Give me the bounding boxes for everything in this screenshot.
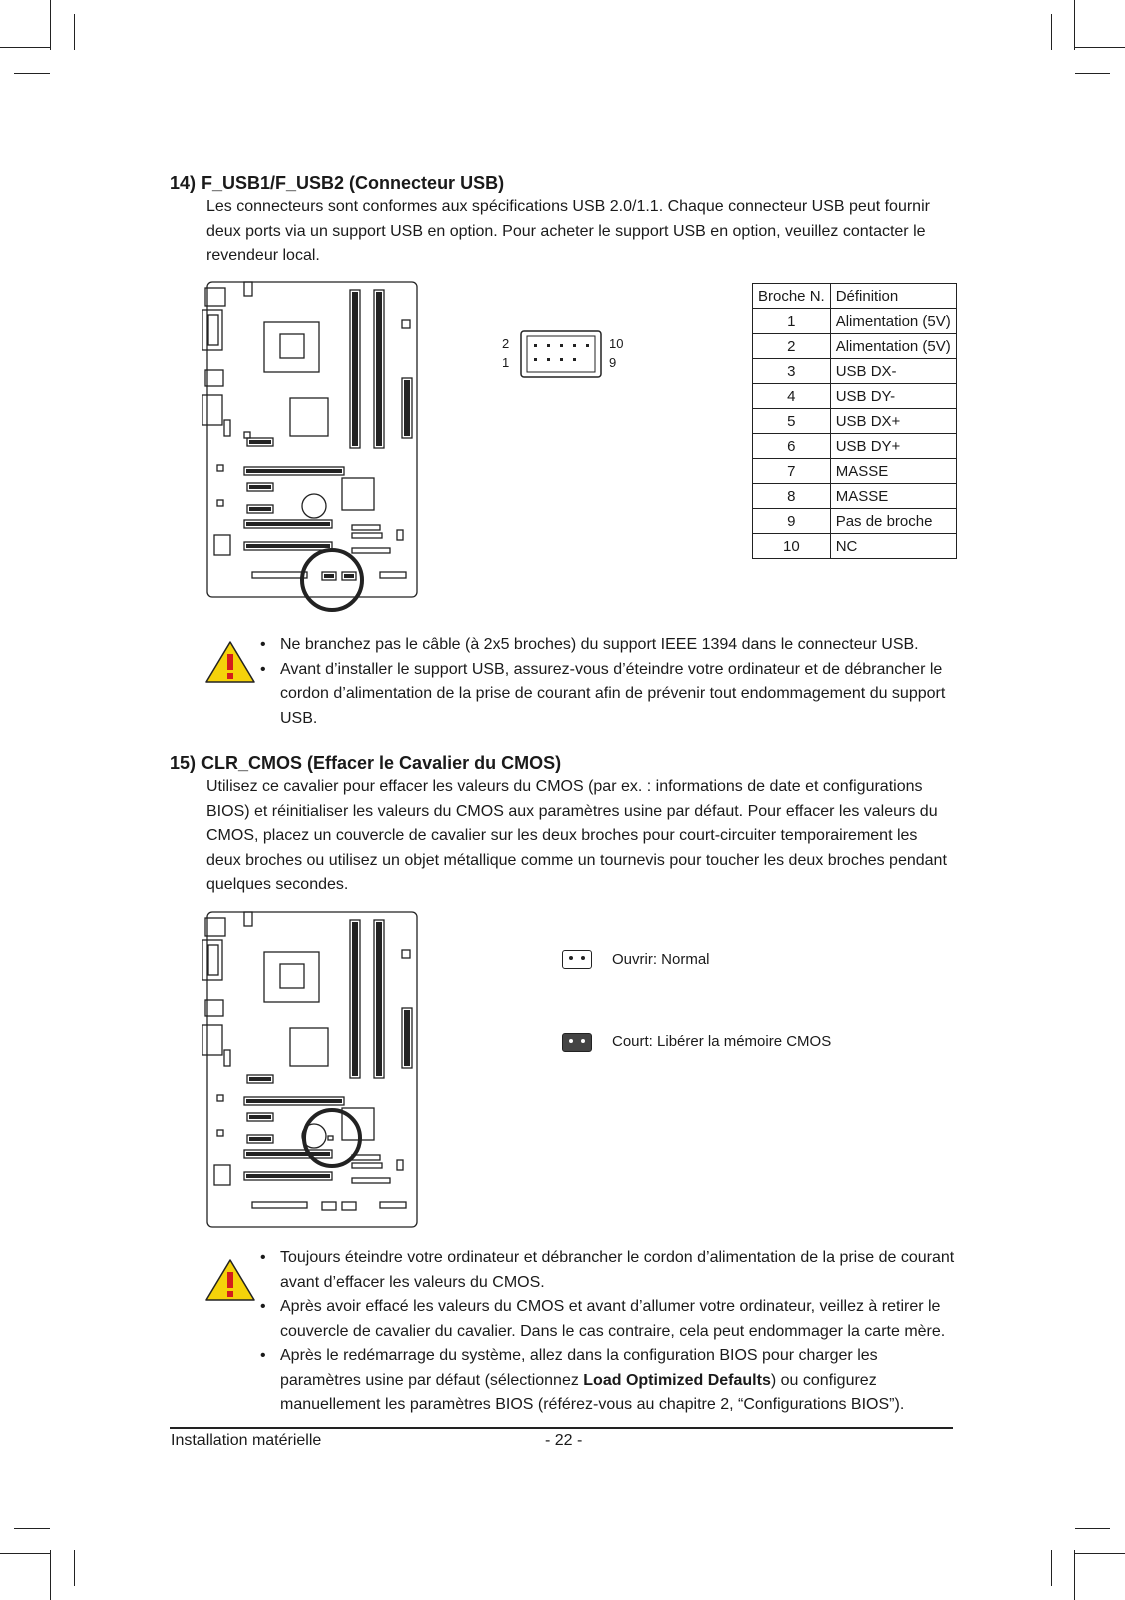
pin-definition: USB DY+ <box>830 434 956 459</box>
legend-short-label: Court: Libérer la mémoire CMOS <box>612 1033 832 1050</box>
pin-definition: NC <box>830 534 956 559</box>
crop-mark <box>1074 0 1075 50</box>
crop-mark <box>1051 1550 1052 1586</box>
list-item <box>260 1344 960 1418</box>
table-row <box>753 409 957 434</box>
table-row <box>753 334 957 359</box>
usb-pin-header <box>520 330 602 378</box>
note-text: Après le redémarrage du système, allez dans la configuration BIOS pour charger les paramètres usine par défaut (sélectionnez <box>280 1347 878 1389</box>
table-row <box>753 434 957 459</box>
crop-mark <box>0 1553 50 1554</box>
pin-number: 3 <box>753 359 831 384</box>
list-item: • Après avoir effacé les valeurs du CMOS et avant d’allumer votre ordinateur, veillez à retirer le couvercle de cavalier du cavalier. Dans le cas contraire, cela peut endommager la carte mère. <box>260 1295 960 1344</box>
crop-mark <box>74 14 75 50</box>
pin-definition: USB DX+ <box>830 409 956 434</box>
crop-mark <box>74 1550 75 1586</box>
section-14-heading: 14) F_USB1/F_USB2 (Connecteur USB) <box>170 173 505 193</box>
section-15-notes <box>260 1246 960 1418</box>
pin-definition: Alimentation (5V) <box>830 309 956 334</box>
pin-definition: Pas de broche <box>830 509 956 534</box>
pin-number: 1 <box>753 309 831 334</box>
pin-label-10: 10 <box>609 336 624 351</box>
crop-mark <box>50 0 51 50</box>
crop-mark <box>14 1528 50 1529</box>
table-header-row <box>753 284 957 309</box>
page-number: - 22 - <box>545 1432 583 1449</box>
pin-number: 9 <box>753 509 831 534</box>
footer-rule <box>170 1427 953 1429</box>
table-row <box>753 484 957 509</box>
pin-number: 5 <box>753 409 831 434</box>
crop-mark <box>1075 1528 1110 1529</box>
section-15-heading: 15) CLR_CMOS (Effacer le Cavalier du CMOS) <box>170 753 562 773</box>
pin-definition: Alimentation (5V) <box>830 334 956 359</box>
jumper-short-icon <box>562 1033 592 1052</box>
table-row <box>753 509 957 534</box>
table-row <box>753 534 957 559</box>
pin-number: 7 <box>753 459 831 484</box>
pin-label-2: 2 <box>502 336 510 351</box>
pin-definition-table <box>752 283 957 559</box>
section-14-description: Les connecteurs sont conformes aux spécifications USB 2.0/1.1. Chaque connecteur USB peut fournir deux ports via un support USB en option. Pour acheter le support USB en option, veuillez contacter le revendeur local. <box>206 198 930 264</box>
pin-number: 4 <box>753 384 831 409</box>
crop-mark <box>1075 73 1110 74</box>
pin-definition: USB DX- <box>830 359 956 384</box>
warning-triangle-icon <box>204 640 256 684</box>
table-row <box>753 384 957 409</box>
list-item: • Ne branchez pas le câble (à 2x5 broches) du support IEEE 1394 dans le connecteur USB. <box>260 633 960 658</box>
crop-mark <box>0 47 50 48</box>
pin-number: 2 <box>753 334 831 359</box>
header-definition: Définition <box>830 284 956 309</box>
list-item: • Toujours éteindre votre ordinateur et débrancher le cordon d’alimentation de la prise de courant avant d’effacer les valeurs du CMOS. <box>260 1246 960 1295</box>
crop-mark <box>1074 1550 1075 1600</box>
pin-number: 8 <box>753 484 831 509</box>
crop-mark <box>14 73 50 74</box>
footer-section-title: Installation matérielle <box>171 1432 322 1449</box>
crop-mark <box>50 1550 51 1600</box>
pin-number: 10 <box>753 534 831 559</box>
crop-mark <box>1075 47 1125 48</box>
pin-definition: MASSE <box>830 459 956 484</box>
header-pin-number: Broche N. <box>753 284 831 309</box>
pin-definition: MASSE <box>830 484 956 509</box>
list-item: • Avant d’installer le support USB, assurez-vous d’éteindre votre ordinateur et de débrancher le cordon d’alimentation de la prise de courant afin de prévenir tout endommagement du support USB. <box>260 658 960 732</box>
pin-definition: USB DY- <box>830 384 956 409</box>
pin-label-1: 1 <box>502 355 510 370</box>
table-row <box>753 459 957 484</box>
pin-label-9: 9 <box>609 355 617 370</box>
legend-open-label: Ouvrir: Normal <box>612 951 710 968</box>
warning-triangle-icon <box>204 1258 256 1302</box>
crop-mark <box>1051 14 1052 50</box>
motherboard-diagram <box>202 910 424 1230</box>
section-15-description: Utilisez ce cavalier pour effacer les valeurs du CMOS (par ex. : informations de date et configurations BIOS) et réinitialiser les valeurs du CMOS aux paramètres usine par défaut. Pour effacer les valeurs du CMOS, placez un couvercle de cavalier sur les deux broches pour court-circuiter temporairement les deux broches ou utilisez un objet métallique comme un tournevis pour toucher les deux broches pendant quelques secondes. <box>206 778 947 893</box>
table-row <box>753 359 957 384</box>
table-row <box>753 309 957 334</box>
motherboard-diagram <box>202 280 424 620</box>
crop-mark <box>1075 1553 1125 1554</box>
jumper-open-icon <box>562 950 592 969</box>
load-optimized-defaults-label: Load Optimized Defaults <box>583 1371 771 1389</box>
pin-number: 6 <box>753 434 831 459</box>
note-text: ) ou configurez manuellement les paramètres BIOS (référez-vous au chapitre 2, “Configurations BIOS”). <box>280 1371 905 1413</box>
section-14-notes <box>260 633 960 731</box>
